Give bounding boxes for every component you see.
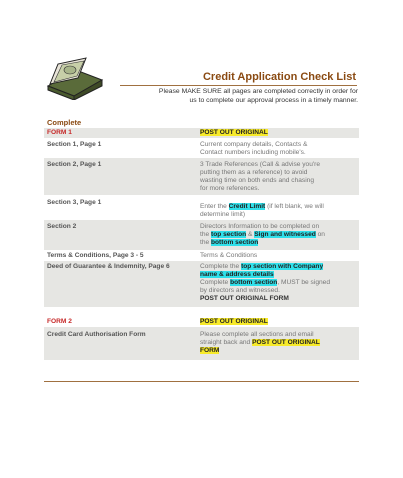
section-heading-complete: Complete [47, 118, 82, 127]
highlight-post-out: POST OUT ORIGINAL [252, 339, 320, 346]
row-text: the [200, 231, 211, 238]
row-text-bold: POST OUT ORIGINAL FORM [200, 295, 289, 302]
row-text: (if left blank, we will [265, 203, 324, 210]
row-text: for more references. [200, 185, 260, 192]
row-text: on [315, 231, 325, 238]
row-label: Deed of Guarantee & Indemnity, Page 6 [47, 263, 170, 270]
row-text: Enter the [200, 203, 229, 210]
row-section-2-page-1 [44, 158, 359, 195]
intro-text [118, 87, 358, 105]
checklist-table [44, 128, 359, 360]
row-label: Terms & Conditions, Page 3 - 5 [47, 252, 144, 259]
row-text: by directors and witnessed. [200, 287, 280, 294]
row-text: the [200, 239, 211, 246]
row-label: Credit Card Authorisation Form [47, 331, 146, 338]
bottom-divider [44, 381, 359, 382]
highlight-name-address: name & address details [200, 271, 274, 278]
highlight-bottom-section: bottom section [211, 239, 259, 246]
spacer [44, 307, 359, 317]
intro-line-2: us to complete our approval process in a timely manner. [189, 97, 358, 104]
highlight-post-out: POST OUT ORIGINAL [200, 318, 268, 325]
highlight-sign-witnessed: Sign and witnessed [254, 231, 316, 238]
highlight-credit-limit: Credit Limit [228, 203, 266, 210]
row-section-3-page-1 [44, 195, 359, 220]
row-form-1 [44, 128, 359, 138]
row-text: Terms & Conditions [200, 252, 258, 259]
row-text: Complete the [200, 263, 242, 270]
title-divider [120, 85, 357, 86]
row-deed-of-guarantee [44, 261, 359, 307]
row-label: Section 2, Page 1 [47, 161, 102, 168]
row-text: Current company details, Contacts & [200, 141, 308, 148]
row-text: straight back and [200, 339, 253, 346]
page-title: Credit Application Check List [202, 71, 356, 83]
row-text: , MUST be signed [277, 279, 330, 286]
row-label: Section 3, Page 1 [47, 199, 102, 206]
row-section-2 [44, 220, 359, 250]
row-text: Please complete all sections and email [200, 331, 314, 338]
row-label: FORM 2 [47, 318, 72, 325]
highlight-top-section: top section [211, 231, 247, 238]
row-credit-card-form [44, 327, 359, 360]
wallet-cash-icon [44, 56, 106, 100]
row-text: & [246, 231, 255, 238]
intro-line-1: Please MAKE SURE all pages are completed correctly in order for [158, 88, 358, 95]
row-form-2 [44, 317, 359, 327]
row-text: putting them as a reference) to avoid [200, 169, 308, 176]
row-text: Directors Information to be completed on [200, 223, 320, 230]
row-text: determine limit) [200, 211, 246, 218]
row-text: wasting time on both ends and chasing [200, 177, 314, 184]
row-section-1-page-1 [44, 138, 359, 158]
row-label: Section 2 [47, 223, 77, 230]
row-text: Complete [200, 279, 231, 286]
highlight-top-section-company: top section with Company [241, 263, 324, 270]
row-terms-conditions [44, 250, 359, 261]
row-text: Contact numbers including mobile's. [200, 149, 306, 156]
row-label: FORM 1 [47, 129, 72, 136]
row-text: 3 Trade References (Call & advise you're [200, 161, 321, 168]
highlight-form: FORM [200, 347, 220, 354]
highlight-post-out: POST OUT ORIGINAL [200, 129, 268, 136]
highlight-bottom-section: bottom section [230, 279, 278, 286]
row-label: Section 1, Page 1 [47, 141, 102, 148]
